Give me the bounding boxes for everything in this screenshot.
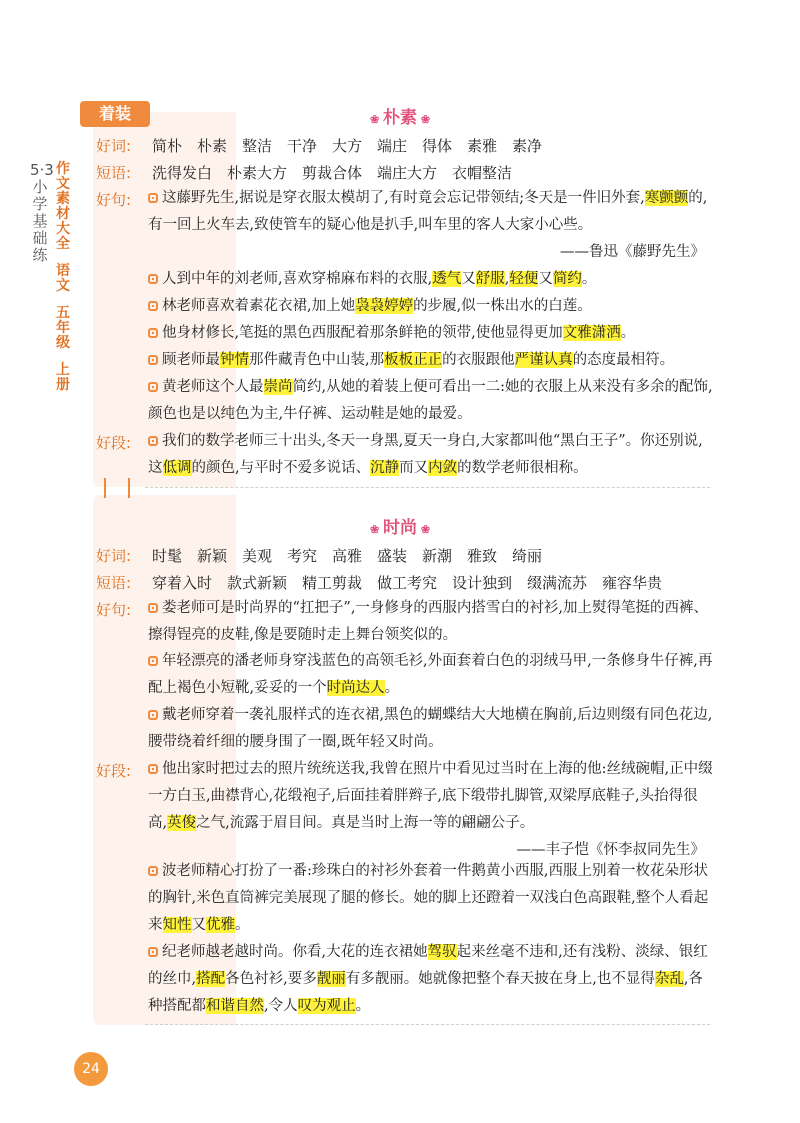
sidebar	[0, 120, 90, 520]
paragraph-label: 好段:	[96, 762, 132, 780]
section-heading-2: ❀ 时尚 ❀	[369, 518, 431, 538]
flower-icon: ❀	[417, 113, 431, 126]
sentence-2: 人到中年的刘老师,喜欢穿棉麻布料的衣服,透气又舒服,轻便又简约。	[148, 266, 713, 293]
brand-vertical: 5·3小学基础练	[30, 161, 54, 264]
sentence-1: 这藤野先生,据说是穿衣服太模胡了,有时竟会忘记带领结;冬天是一件旧外套,寒颤颤的,有一回上火车去,致使管车的疑心他是扒手,叫车里的客人大家小心些。 ——鲁迅《藤野先生》	[148, 185, 713, 266]
flower-icon: ❀	[417, 523, 431, 536]
flower-icon: ❀	[369, 113, 383, 126]
bullet-icon	[148, 603, 158, 613]
phrases-label: 短语:	[96, 574, 132, 592]
good-words-label: 好词:	[96, 547, 132, 565]
term: 上册	[56, 362, 70, 393]
sentences-label: 好句:	[96, 601, 132, 619]
bullet-icon	[148, 382, 158, 392]
quote-source: ——鲁迅《藤野先生》	[560, 244, 705, 260]
paragraph-1: 他出家时把过去的照片统统送我,我曾在照片中看见过当时在上海的他:丝绒碗帽,正中缀一方白玉,曲襟背心,花缎袍子,后面挂着胖辫子,底下缎带扎脚管,双梁厚底鞋子,头抬得很高,英俊之气,流露于眉目间。真是当时上海一等的翩翩公子。 ——丰子恺《怀李叔同先生》	[148, 756, 713, 864]
sentence-4: 他身材修长,笔挺的黑色西服配着那条鲜艳的领带,使他显得更加文雅潇洒。	[148, 320, 713, 347]
good-words: 简朴 朴素 整洁 干净 大方 端庄 得体 素雅 素净	[152, 137, 543, 155]
bullet-icon	[148, 866, 158, 876]
quote-source: ——丰子恺《怀李叔同先生》	[516, 842, 705, 858]
paragraph-1: 我们的数学老师三十出头,冬天一身黑,夏天一身白,大家都叫他“黑白王子”。你还别说,这低调的颜色,与平时不爱多说话、沉静而又内敛的数学老师很相称。	[148, 433, 703, 476]
series-vertical	[53, 162, 73, 393]
sentence-1: 娄老师可是时尚界的“扛把子”,一身修身的西服内搭雪白的衬衫,加上熨得笔挺的西裤、擦得锃亮的皮鞋,像是要随时走上舞台领奖似的。	[148, 600, 709, 643]
sentence-3: 戴老师穿着一袭礼服样式的连衣裙,黑色的蝴蝶结大大地横在胸前,后边则缀有同色花边,腰带绕着纤细的腰身围了一圈,既年轻又时尚。	[148, 707, 713, 750]
flower-icon: ❀	[369, 523, 383, 536]
bullet-icon	[148, 328, 158, 338]
bullet-icon	[148, 274, 158, 284]
grade: 五年级	[56, 305, 70, 351]
bullet-icon	[148, 436, 158, 446]
paragraph-label: 好段:	[96, 434, 132, 452]
bullet-icon	[148, 710, 158, 720]
connector-icon	[100, 478, 134, 498]
sentences-label: 好句:	[96, 191, 132, 209]
sentence-5: 顾老师最钟情那件藏青色中山装,那板板正正的衣服跟他严谨认真的态度最相符。	[148, 347, 713, 374]
divider-2	[145, 1024, 710, 1025]
bullet-icon	[148, 355, 158, 365]
divider-1	[145, 487, 710, 488]
bullet-icon	[148, 193, 158, 203]
bullet-icon	[148, 301, 158, 311]
section-heading-1: ❀ 朴素 ❀	[369, 108, 431, 128]
good-words: 时髦 新颖 美观 考究 高雅 盛装 新潮 雅致 绮丽	[152, 547, 543, 565]
page-number: 24	[74, 1052, 108, 1086]
sentence-2: 年轻漂亮的潘老师身穿浅蓝色的高领毛衫,外面套着白色的羽绒马甲,一条修身牛仔裤,再配上褐色小短靴,妥妥的一个时尚达人。	[148, 653, 713, 696]
bullet-icon	[148, 764, 158, 774]
sentence-6: 黄老师这个人最崇尚简约,从她的着装上便可看出一二:她的衣服上从来没有多余的配饰,颜色也是以纯色为主,牛仔裤、运动鞋是她的最爱。	[148, 379, 713, 422]
phrases: 洗得发白 朴素大方 剪裁合体 端庄大方 衣帽整洁	[152, 164, 513, 182]
sentence-3: 林老师喜欢着素花衣裙,加上她袅袅婷婷的步履,似一株出水的白莲。	[148, 293, 713, 320]
good-words-label: 好词:	[96, 137, 132, 155]
category-tab: 着装	[80, 101, 150, 127]
bullet-icon	[148, 656, 158, 666]
paragraph-2: 波老师精心打扮了一番:珍珠白的衬衫外套着一件鹅黄小西服,西服上别着一枚花朵形状的胸针,米色直筒裤完美展现了腿的修长。她的脚上还蹬着一双浅白色高跟鞋,整个人看起来知性又优雅。	[148, 863, 709, 933]
paragraph-3: 纪老师越老越时尚。你看,大花的连衣裙她驾驭起来丝毫不违和,还有浅粉、淡绿、银红的丝巾,搭配各色衬衫,要多靓丽有多靓丽。她就像把整个春天披在身上,也不显得杂乱,各种搭配都和谐自然,令人叹为观止。	[148, 944, 708, 1014]
bullet-icon	[148, 947, 158, 957]
phrases: 穿着入时 款式新颖 精工剪裁 做工考究 设计独到 缀满流苏 雍容华贵	[152, 574, 663, 592]
phrases-label: 短语:	[96, 164, 132, 182]
series-title: 作文素材大全	[56, 161, 70, 252]
subject: 语文	[56, 263, 70, 294]
